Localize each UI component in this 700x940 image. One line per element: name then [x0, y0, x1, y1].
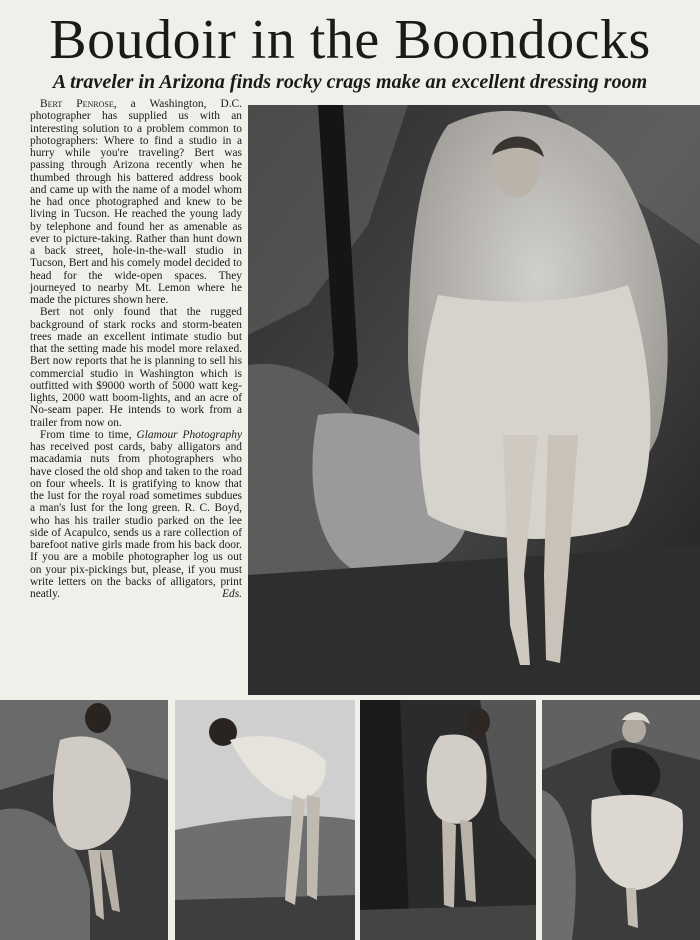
bottom-photo-2	[175, 700, 355, 940]
main-photo	[248, 105, 700, 695]
paragraph-3	[30, 429, 242, 601]
bottom-photo-4	[542, 700, 700, 940]
paragraph-3-intro: From time to time,	[40, 428, 137, 441]
subheadline: A traveler in Arizona finds rocky crags make an excellent dressing room	[52, 71, 648, 93]
paragraph-2: Bert not only found that the rugged background of stark rocks and storm-beaten trees made an excellent intimate studio but that the setting made his model more relaxed. Bert now reports that he is planning to sell his commercial studio in Washington which is outfitted with $9000 worth of 5000 watt keg-lights, 2000 watt boom-lights, and an acre of No-seam paper. He intends to work from a trailer from now on.	[30, 306, 242, 429]
bottom-photo-3	[360, 700, 536, 940]
article-body	[30, 98, 242, 600]
headline: Boudoir in the Boondocks	[49, 9, 651, 71]
editor-signature: Eds.	[222, 588, 242, 600]
paragraph-1-text: , a Washington, D.C. photographer has supplied us with an interesting solution to a problem common to photographers: Where to find a studio in a hurry while you're traveling? Bert was passing through Arizona recently when he thumbed through his battered address book and came up with the name of a model whom he had once photographed and knew to be living in Tucson. He reached the young lady by telephone and found her as amenable as ever to picture-taking. Rather than hunt down a back street, hole-in-the-wall studio in Tucson, Bert and his comely model decided to head for the wide-open spaces. They journeyed to nearby Mt. Lemon where he made the pictures shown here.	[30, 98, 242, 306]
paragraph-1	[30, 98, 242, 306]
photographer-name: Bert Penrose	[40, 98, 114, 110]
bottom-photo-1	[0, 700, 168, 940]
paragraph-3-text: has received post cards, baby alligators and macadamia nuts from photographers who have closed the old shop and taken to the road on four wheels. It is gratifying to know that the lust for the royal road sometimes subdues a man's lust for the long green. R. C. Boyd, who has his trailer studio parked on the lee side of Acapulco, sends us a rare collection of barefoot native girls made from his back door. If you are a mobile photographer log us out on your pix-pickings but, please, if you must write letters on the backs of alligators, print neatly.	[30, 441, 242, 600]
magazine-title: Glamour Photography	[136, 428, 242, 441]
